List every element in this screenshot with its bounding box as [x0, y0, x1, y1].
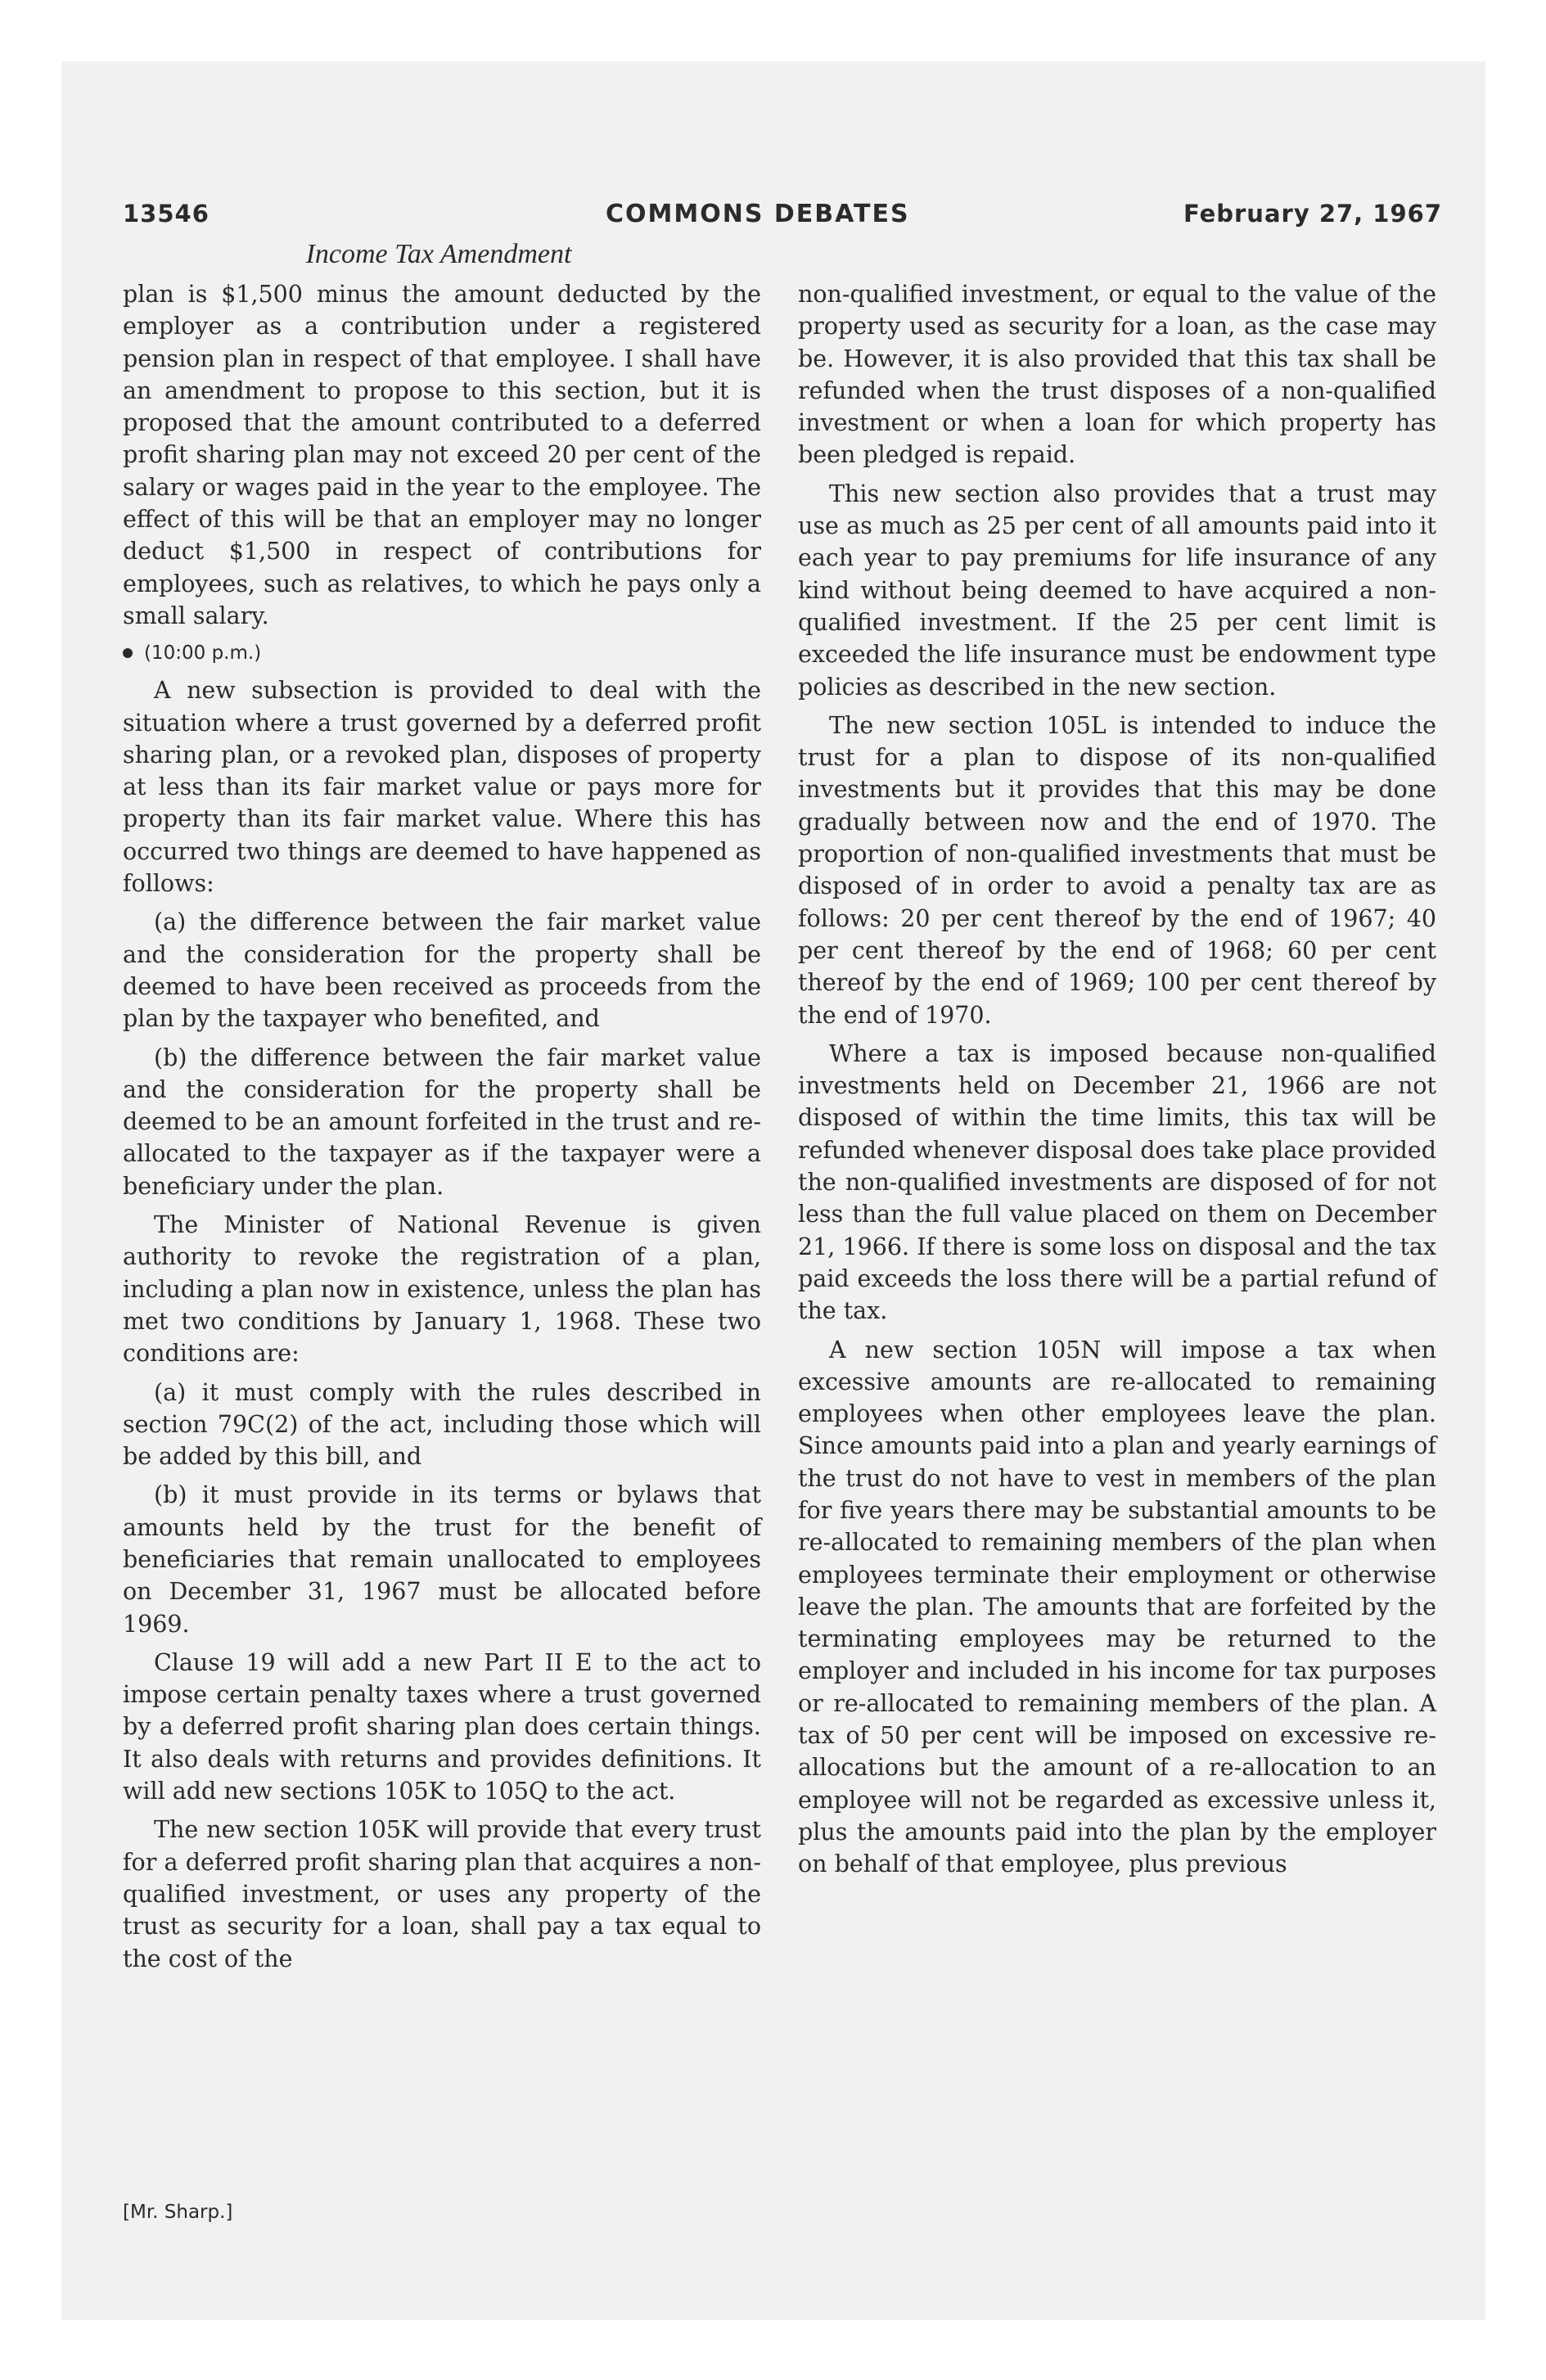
paragraph: (b) it must provide in its terms or bylaws that amounts held by the trust for the benefit of beneficiaries that remain unallocated to employees on December 31, 1967 must be allocated before 1969.	[123, 1481, 761, 1638]
issue-date: February 27, 1967	[1183, 200, 1442, 228]
paragraph: The new section 105K will provide that every trust for a deferred profit sharing plan that acquires a non-qualified investment, or uses any property of the trust as security for a loan, shall pay a tax equal to the cost of the	[123, 1816, 761, 1972]
paragraph: (a) the difference between the fair market value and the consideration for the property shall be deemed to have been received as proceeds from the plan by the taxpayer who benefited, and	[123, 908, 761, 1033]
page-header	[123, 200, 1442, 241]
speaker-attribution: [Mr. Sharp.]	[123, 2202, 233, 2223]
paragraph: Where a tax is imposed because non-qualified investments held on December 21, 1966 are not disposed of within the time limits, this tax will be refunded whenever disposal does take place provided the non-qualified investments are disposed of for not less than the full value placed on them on December 21, 1966. If there is some loss on disposal and the tax paid exceeds the loss there will be a partial refund of the tax.	[798, 1039, 1436, 1325]
timestamp: (10:00 p.m.)	[144, 642, 262, 665]
paragraph: (b) the difference between the fair market value and the consideration for the property shall be deemed to be an amount forfeited in the trust and re-allocated to the taxpayer as if the taxpayer were a beneficiary under the plan.	[123, 1044, 761, 1200]
paragraph: non-qualified investment, or equal to the value of the property used as security for a loan, as the case may be. However, it is also provided that this tax shall be refunded when the trust disposes of a non-qualified investment or when a loan for which property has been pledged is repaid.	[798, 281, 1436, 469]
paragraph: The new section 105L is intended to induce the trust for a plan to dispose of its non-qualified investments but it provides that this may be done gradually between now and the end of 1970. The proportion of non-qualified investments that must be disposed of in order to avoid a penalty tax are as follows: 20 per cent thereof by the end of 1967; 40 per cent thereof by the end of 1968; 60 per cent thereof by the end of 1969; 100 per cent thereof by the end of 1970.	[798, 711, 1436, 1029]
right-column	[798, 278, 1436, 1887]
paragraph: (a) it must comply with the rules described in section 79C(2) of the act, including those which will be added by this bill, and	[123, 1378, 761, 1471]
timestamp-line	[123, 638, 761, 668]
journal-title: COMMONS DEBATES	[606, 200, 910, 228]
bullet-icon	[123, 648, 133, 658]
paragraph: This new section also provides that a trust may use as much as 25 per cent of all amounts paid into it each year to pay premiums for life insurance of any kind without being deemed to have acquired a non-qualified investment. If the 25 per cent limit is exceeded the life insurance must be endowment type policies as described in the new section.	[798, 480, 1436, 701]
paragraph: plan is $1,500 minus the amount deducted by the employer as a contribution under a registered pension plan in respect of that employee. I shall have an amendment to propose to this section, but it is proposed that the amount contributed to a deferred profit sharing plan may not exceed 20 per cent of the salary or wages paid in the year to the employee. The effect of this will be that an employer may no longer deduct $1,500 in respect of contributions for employees, such as relatives, to which he pays only a small salary.	[123, 281, 761, 629]
page-number: 13546	[123, 200, 210, 228]
paragraph: A new section 105N will impose a tax when excessive amounts are re-allocated to remaining employees when other employees leave the plan. Since amounts paid into a plan and yearly earnings of the trust do not have to vest in members of the plan for five years there may be substantial amounts to be re-allocated to remaining members of the plan when employees terminate their employment or otherwise leave the plan. The amounts that are forfeited by the terminating employees may be returned to the employer and included in his income for tax purposes or re-allocated to remaining members of the plan. A tax of 50 per cent will be imposed on excessive re-allocations but the amount of a re-allocation to an employee will not be regarded as excessive unless it, plus the amounts paid into the plan by the employer on behalf of that employee, plus previous	[798, 1336, 1436, 1878]
left-column	[123, 278, 761, 1981]
paragraph: Clause 19 will add a new Part II E to the act to impose certain penalty taxes where a trust governed by a deferred profit sharing plan does certain things. It also deals with returns and provides definitions. It will add new sections 105K to 105Q to the act.	[123, 1648, 761, 1805]
running-head: Income Tax Amendment	[305, 239, 572, 269]
paragraph: A new subsection is provided to deal with the situation where a trust governed by a deferred profit sharing plan, or a revoked plan, disposes of property at less than its fair market value or pays more for property than its fair market value. Where this has occurred two things are deemed to have happened as follows:	[123, 677, 761, 898]
paragraph: The Minister of National Revenue is given authority to revoke the registration of a plan, including a plan now in existence, unless the plan has met two conditions by January 1, 1968. These two conditions are:	[123, 1211, 762, 1368]
